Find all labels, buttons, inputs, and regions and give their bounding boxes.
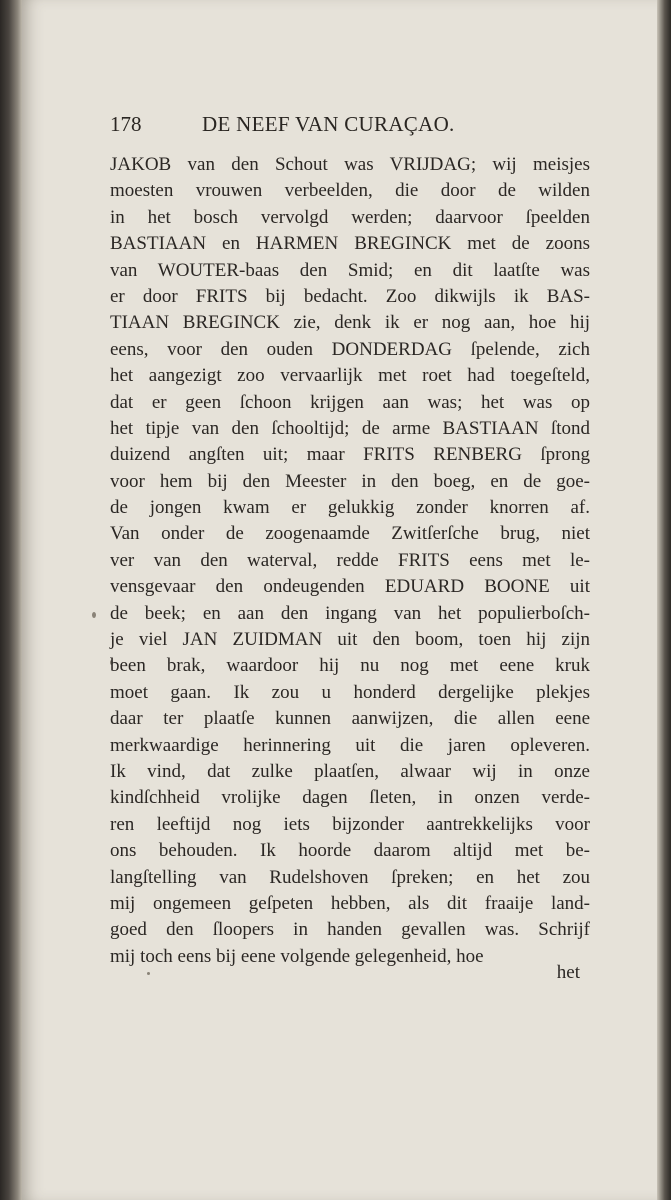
running-title: DE NEEF VAN CURAÇAO. [202,112,455,136]
text-line: het tipje van den ſchooltijd; de arme BASTIAAN ſtond [110,417,590,439]
text-line: de beek; en aan den ingang van het populierboſch- [110,602,590,624]
text-line: ons behouden. Ik hoorde daarom altijd met be- [110,840,590,862]
text-line: TIAAN BREGINCK zie, denk ik er nog aan, hoe hij [110,312,590,334]
text-line: vensgevaar den ondeugenden EDUARD BOONE uit [110,576,590,598]
text-line: de jongen kwam er gelukkig zonder knorren af. [110,497,590,519]
text-line: moet gaan. Ik zou u honderd dergelijke plekjes [110,681,590,703]
text-line: dat er geen ſchoon krijgen aan was; het was op [110,391,590,413]
text-line: je viel JAN ZUIDMAN uit den boom, toen hij zijn [110,629,590,651]
text-line: kindſchheid vrolijke dagen ſleten, in onzen verde- [110,787,590,809]
page-edge [657,0,671,1200]
text-line: mij toch eens bij eene volgende gelegenheid, hoe [110,945,484,967]
text-line: eens, voor den ouden DONDERDAG ſpelende, zich [110,338,590,360]
text-line: Ik vind, dat zulke plaatſen, alwaar wij in onze [110,760,590,782]
text-line: van WOUTER-baas den Smid; en dit laatſte was [110,259,590,281]
text-line: duizend angſten uit; maar FRITS RENBERG ſprong [110,444,590,466]
text-line: langſtelling van Rudelshoven ſpreken; en het zou [110,866,590,888]
text-line: BASTIAAN en HARMEN BREGINCK met de zoons [110,233,590,255]
text-line: Van onder de zoogenaamde Zwitſerſche brug, niet [110,523,590,545]
paper-speck [92,612,96,618]
text-line: merkwaardige herinnering uit die jaren opleveren. [110,734,590,756]
book-spine [0,0,22,1200]
text-line: het aangezigt zoo vervaarlijk met roet had toegeſteld, [110,365,590,387]
page-header [110,112,590,142]
text-line: in het bosch vervolgd werden; daarvoor ſpeelden [110,206,590,228]
text-line: ren leeftijd nog iets bijzonder aantrekkelijks voor [110,813,590,835]
text-line: voor hem bij den Meester in den boeg, en de goe- [110,470,590,492]
page-number: 178 [110,112,142,136]
text-line: ver van den waterval, redde FRITS eens met le- [110,549,590,571]
text-line: JAKOB van den Schout was VRIJDAG; wij meisjes [110,154,590,175]
text-line: mij ongemeen geſpeten hebben, als dit fraaije land- [110,892,590,914]
catchword: het [556,962,580,983]
text-line: been brak, waardoor hij nu nog met eene kruk [110,655,590,677]
body-text [110,152,590,970]
text-line: daar ter plaatſe kunnen aanwijzen, die allen eene [110,708,590,730]
text-line: goed den ſloopers in handen gevallen was. Schrijf [110,919,590,941]
text-line: moesten vrouwen verbeelden, die door de wilden [110,180,590,202]
text-line: er door FRITS bij bedacht. Zoo dikwijls ik BAS- [110,285,590,307]
